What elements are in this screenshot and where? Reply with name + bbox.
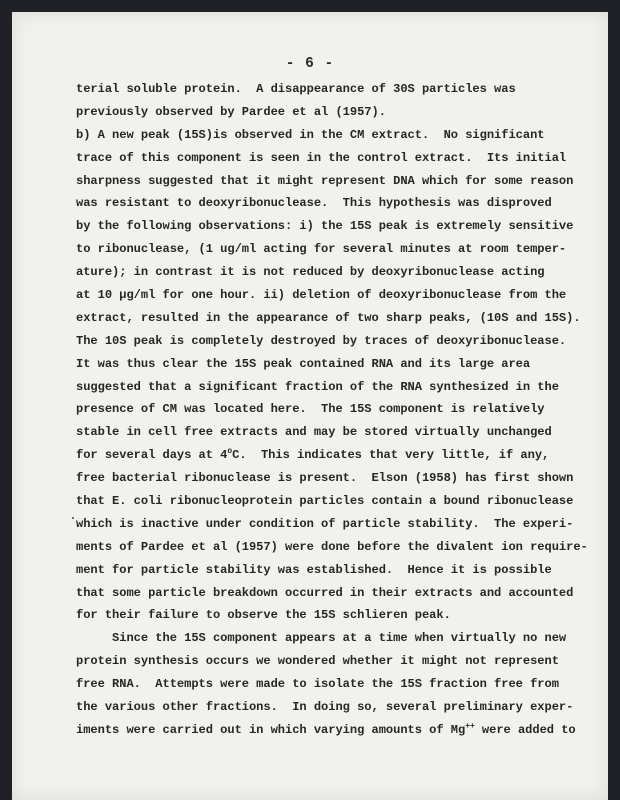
text-line: presence of CM was located here. The 15S component is relatively — [76, 402, 545, 417]
text-line: ature); in contrast it is not reduced by deoxyribonuclease acting — [76, 265, 545, 280]
text-line: which is inactive under condition of particle stability. The experi- — [76, 516, 574, 531]
text-line: It was thus clear the 15S peak contained RNA and its large area — [76, 356, 531, 371]
text-line: was resistant to deoxyribonuclease. This hypothesis was disproved — [76, 196, 552, 211]
text-line: terial soluble protein. A disappearance of 30S particles was — [76, 82, 516, 96]
page-number: - 6 - — [285, 56, 335, 72]
stray-mark — [72, 517, 74, 519]
text-line: iments were carried out in which varying amounts of Mg++ were added to — [76, 721, 576, 737]
text-line: that some particle breakdown occurred in their extracts and accounted — [76, 585, 574, 600]
text-line: for their failure to observe the 15S schlieren peak. — [76, 608, 451, 623]
body-text — [76, 78, 596, 742]
document-page — [12, 12, 608, 800]
text-line: suggested that a significant fraction of the RNA synthesized in the — [76, 379, 559, 394]
text-line: trace of this component is seen in the control extract. Its initial — [76, 150, 567, 165]
text-line: by the following observations: i) the 15S peak is extremely sensitive — [76, 219, 574, 234]
text-line: ments of Pardee et al (1957) were done before the divalent ion require- — [76, 539, 588, 554]
text-line: Since the 15S component appears at a time when virtually no new — [76, 631, 567, 646]
text-line: previously observed by Pardee et al (1957). — [76, 104, 386, 119]
text-line: to ribonuclease, (1 ug/ml acting for several minutes at room temper- — [76, 242, 567, 257]
text-line: the various other fractions. In doing so, several preliminary exper- — [76, 700, 574, 715]
text-line: at 10 µg/ml for one hour. ii) deletion of deoxyribonuclease from the — [76, 288, 567, 303]
text-line: stable in cell free extracts and may be stored virtually unchanged — [76, 425, 552, 440]
text-line: protein synthesis occurs we wondered whether it might not represent — [76, 654, 559, 669]
text-line: b) A new peak (15S)is observed in the CM extract. No significant — [76, 127, 545, 142]
text-line: extract, resulted in the appearance of two sharp peaks, (10S and 15S). — [76, 310, 581, 325]
text-line: ment for particle stability was established. Hence it is possible — [76, 562, 552, 577]
text-line: free bacterial ribonuclease is present. Elson (1958) has first shown — [76, 471, 574, 486]
text-line: free RNA. Attempts were made to isolate the 15S fraction free from — [76, 677, 559, 692]
text-line: for several days at 4$^o$C. This indicates that very little, if any, — [76, 447, 550, 463]
text-line: that E. coli ribonucleoprotein particles contain a bound ribonuclease — [76, 494, 574, 509]
text-line: The 10S peak is completely destroyed by traces of deoxyribonuclease. — [76, 333, 567, 348]
text-line: sharpness suggested that it might represent DNA which for some reason — [76, 173, 574, 188]
